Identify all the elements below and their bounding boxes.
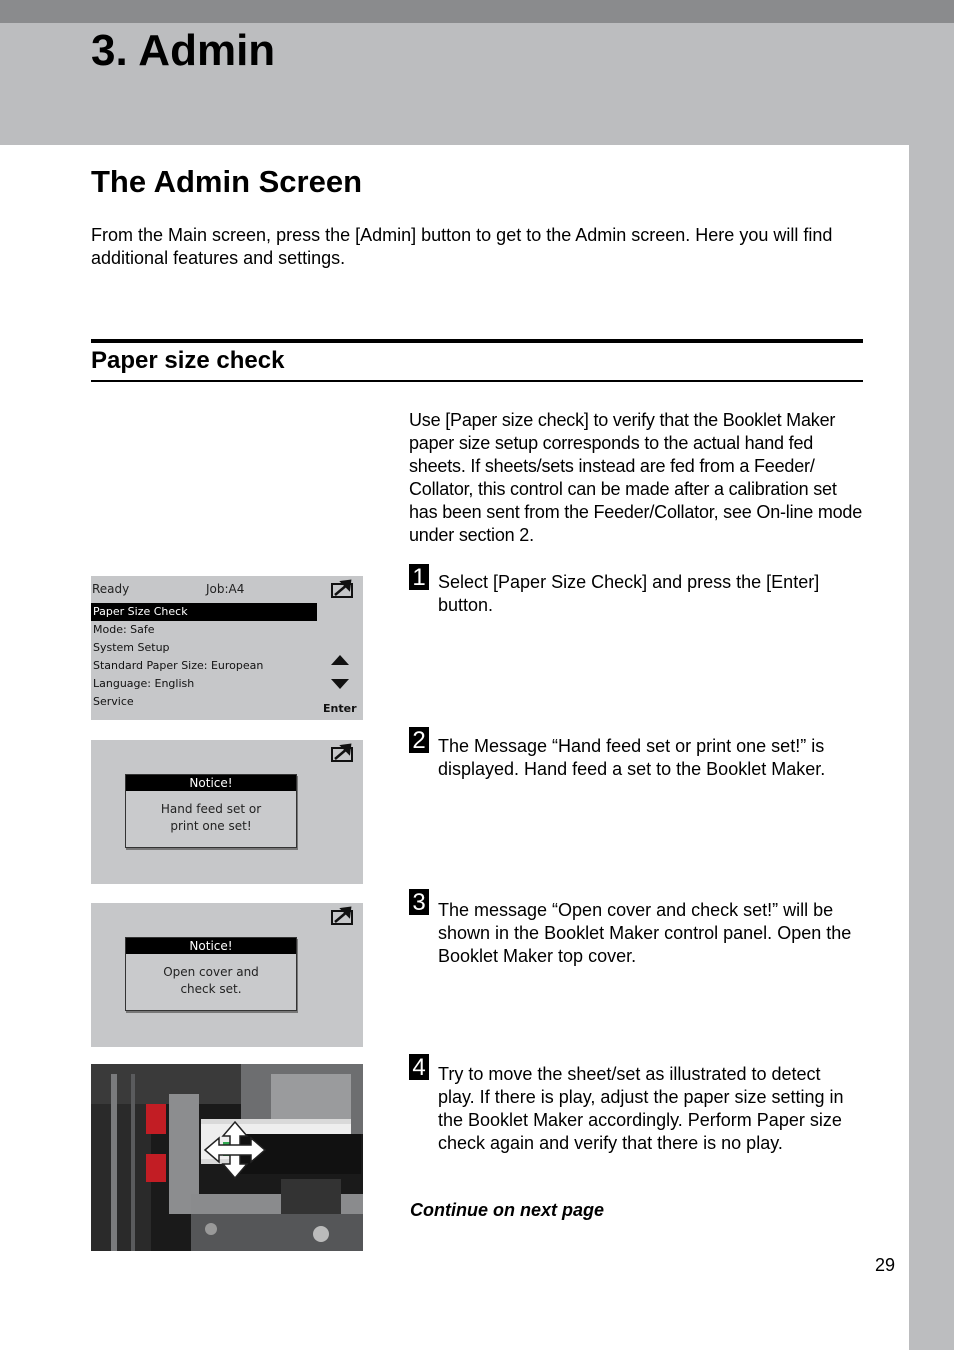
menu-item-language[interactable]: Language: English [93, 677, 195, 690]
continue-note: Continue on next page [410, 1200, 605, 1220]
subsection-rule-bottom [91, 380, 863, 382]
step-text-1: Select [Paper Size Check] and press the [Enter] button. [438, 572, 820, 615]
menu-item-standard-paper-size[interactable]: Standard Paper Size: European [93, 659, 264, 672]
notice-dialog [125, 774, 297, 848]
step-text-4: Try to move the sheet/set as illustrated to detect play. If there is play, adjust the paper size setting in the Booklet Maker accordingly. Perform Paper size check again and verify that there is no play. [438, 1064, 844, 1153]
exit-arrow-icon [329, 905, 357, 927]
menu-item-paper-size-check[interactable]: Paper Size Check [91, 603, 317, 621]
top-strip [0, 0, 954, 23]
exit-arrow-icon [329, 578, 357, 600]
chapter-title: 3. Admin [91, 26, 276, 75]
admin-menu-list [91, 603, 317, 711]
menu-item-mode[interactable]: Mode: Safe [93, 623, 155, 636]
status-ready: Ready [92, 582, 130, 596]
notice-dialog [125, 937, 297, 1011]
up-arrow-icon[interactable] [331, 655, 349, 665]
notice-message [126, 791, 296, 835]
admin-menu-screen [91, 576, 363, 720]
exit-arrow-icon [329, 742, 357, 764]
notice-line-2: print one set! [170, 819, 252, 833]
status-job: Job:A4 [206, 582, 245, 596]
step-number-1: 1 [409, 564, 429, 590]
notice-line-1: Hand feed set or [160, 802, 262, 816]
step-number-4: 4 [409, 1054, 429, 1080]
step-number-3: 3 [409, 889, 429, 915]
description-paragraph: Use [Paper size check] to verify that the Booklet Maker paper size setup corresponds to the actual hand fed sheets. If sheets/sets instead are fed from a Feeder/ Collator, this control can be made after a calibration set has been sent from the Feeder/Collator, see On-line mode under section 2. [409, 410, 863, 545]
notice-title: Notice! [126, 938, 296, 954]
intro-paragraph: From the Main screen, press the [Admin] button to get to the Admin screen. Here you will find additional features and settings. [91, 225, 833, 268]
step-text-3: The message “Open cover and check set!” will be shown in the Booklet Maker control panel. Open the Booklet Maker top cover. [438, 900, 852, 966]
right-margin-band [909, 145, 954, 1350]
notice-message [126, 954, 296, 998]
section-title: The Admin Screen [91, 164, 363, 199]
notice-line-2: check set. [180, 982, 242, 996]
down-arrow-icon[interactable] [331, 679, 349, 689]
step-number-2: 2 [409, 727, 429, 753]
open-cover-notice-screen [91, 903, 363, 1047]
enter-button[interactable]: Enter [323, 702, 357, 715]
menu-item-system-setup[interactable]: System Setup [93, 641, 170, 654]
step-text-2: The Message “Hand feed set or print one set!” is displayed. Hand feed a set to the Booklet Maker. [438, 736, 826, 779]
menu-item-service[interactable]: Service [93, 695, 134, 708]
page-number: 29 [875, 1255, 896, 1275]
hand-feed-notice-screen [91, 740, 363, 884]
notice-title: Notice! [126, 775, 296, 791]
subsection-rule-top [91, 339, 863, 343]
booklet-maker-photo [91, 1064, 363, 1251]
subsection-title: Paper size check [91, 347, 285, 374]
notice-line-1: Open cover and [163, 965, 259, 979]
